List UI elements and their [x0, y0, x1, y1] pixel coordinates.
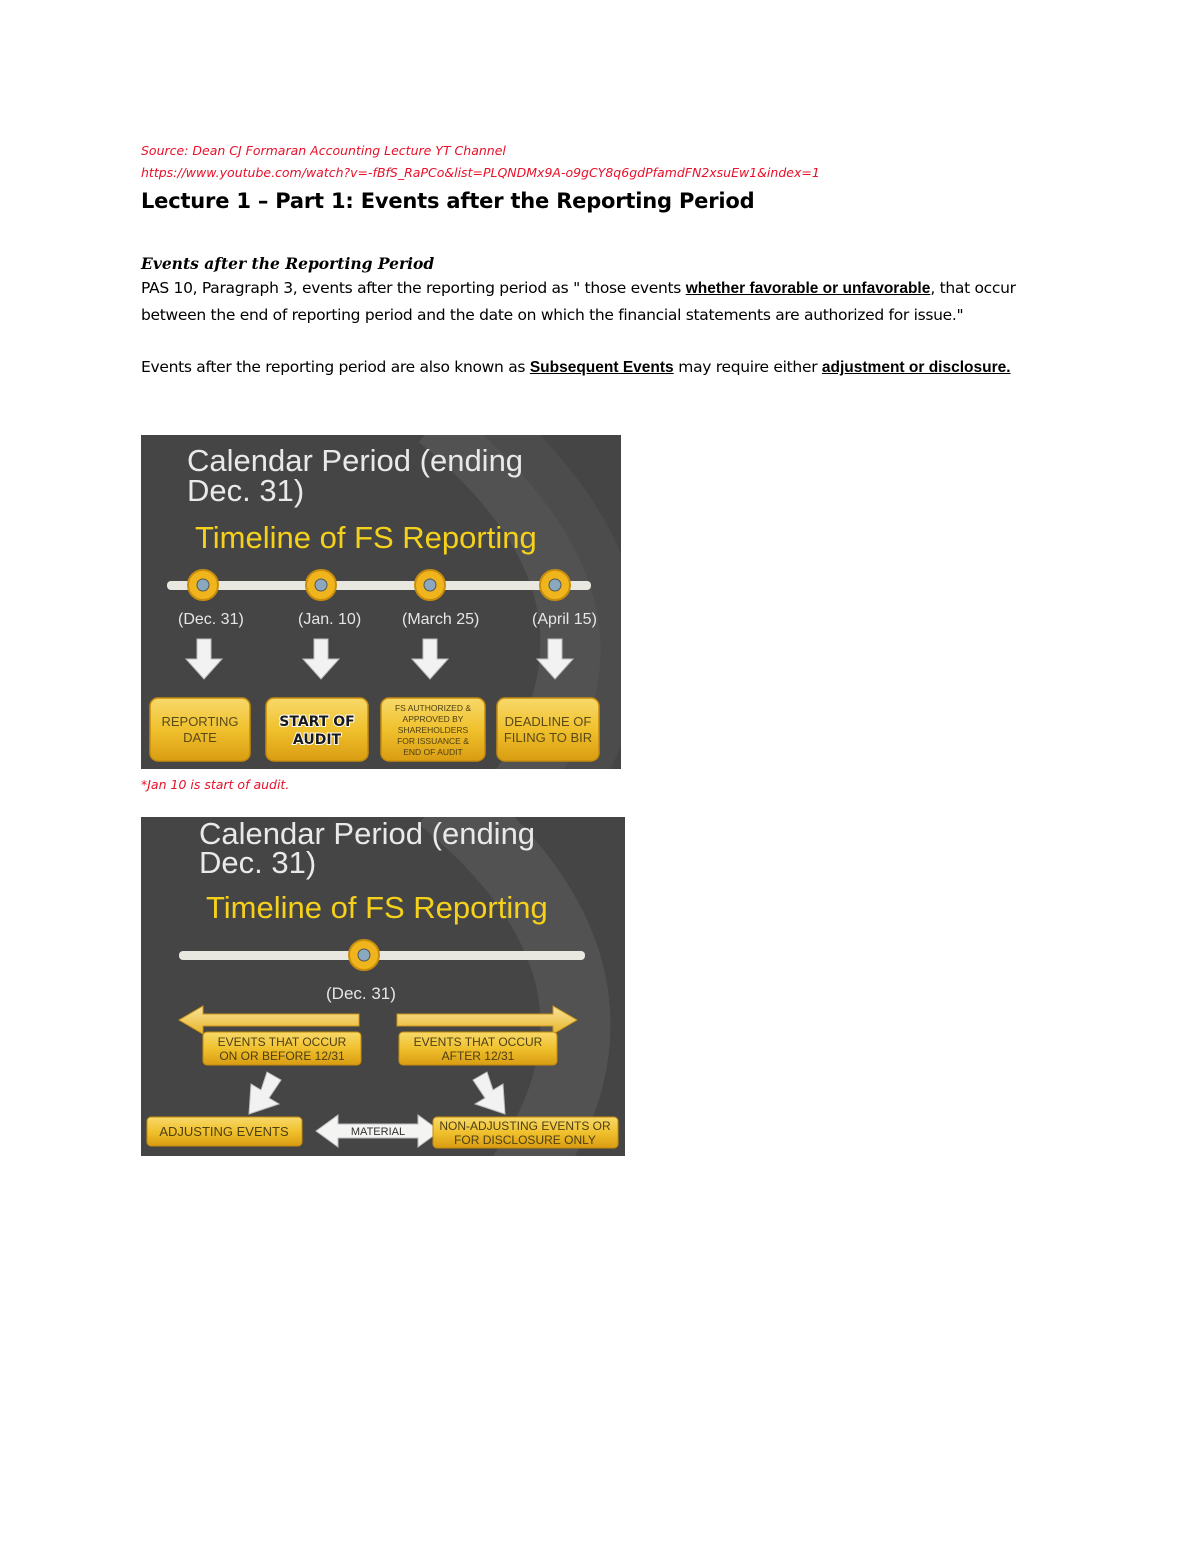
- paragraph-1-line-2: between the end of reporting period and the date on which the financial statements are authorized for issue.": [141, 306, 964, 324]
- slide2-heading-line2: Dec. 31): [199, 845, 317, 880]
- down-left-arrow-icon: [249, 1072, 281, 1114]
- para1-text-a: PAS 10, Paragraph 3, events after the reporting period as " those events: [141, 279, 686, 297]
- date-label-dec31: (Dec. 31): [326, 984, 396, 1003]
- paragraph-1-line-1: [141, 279, 1016, 298]
- date-label-apr15: (April 15): [532, 611, 597, 628]
- date-label-jan10: (Jan. 10): [298, 611, 362, 628]
- timeline-slide-2-graphic: [141, 817, 625, 1156]
- down-arrow-icon: [186, 639, 222, 679]
- box-deadline-bir-line2: FILING TO BIR: [503, 730, 593, 745]
- slide2-subtitle: Timeline of FS Reporting: [206, 890, 548, 925]
- timeline-slide-1: [141, 435, 621, 769]
- source-line: Source: Dean CJ Formaran Accounting Lecture YT Channel: [141, 143, 506, 158]
- date-label-dec31: (Dec. 31): [178, 611, 244, 628]
- timeline-slide-1-graphic: [141, 435, 621, 769]
- timeline-bar: [167, 581, 591, 590]
- box-deadline-bir-line1: DEADLINE OF: [504, 714, 592, 729]
- para2-text-b: may require either: [673, 358, 822, 376]
- date-label-mar25: (March 25): [402, 611, 480, 628]
- para2-text-a: Events after the reporting period are also known as: [141, 358, 530, 376]
- slide1-heading-line2: Dec. 31): [187, 473, 305, 508]
- box-events-after-line1: EVENTS THAT OCCUR: [413, 1035, 543, 1049]
- paragraph-2: [141, 358, 1011, 377]
- down-arrow-icon: [303, 639, 339, 679]
- box-reporting-date-line2: DATE: [183, 730, 217, 745]
- timeline-node-jan10: [306, 570, 336, 600]
- left-arrow-icon: [179, 1006, 359, 1034]
- box-non-adjusting-line1: NON-ADJUSTING EVENTS OR: [439, 1119, 611, 1133]
- section-subheading: Events after the Reporting Period: [141, 254, 435, 273]
- box-events-before-line1: EVENTS THAT OCCUR: [217, 1035, 347, 1049]
- box-events-before-line2: ON OR BEFORE 12/31: [219, 1049, 345, 1063]
- box-fs-authorized-line1: FS AUTHORIZED &: [394, 703, 472, 713]
- box-reporting-date-line1: REPORTING: [161, 714, 239, 729]
- box-fs-authorized-line2: APPROVED BY: [402, 714, 464, 724]
- source-url[interactable]: https://www.youtube.com/watch?v=-fBfS_RaPCo&list=PLQNDMx9A-o9gCY8q6gdPfamdFN2xsuEw1&index=1: [141, 165, 820, 180]
- footnote-jan10: *Jan 10 is start of audit.: [141, 777, 290, 792]
- para1-text-b: , that occur: [930, 279, 1016, 297]
- slide1-subtitle: Timeline of FS Reporting: [195, 520, 537, 555]
- box-fs-authorized-line5: END OF AUDIT: [403, 747, 463, 757]
- timeline-node-mar25: [415, 570, 445, 600]
- page-title: Lecture 1 – Part 1: Events after the Reporting Period: [141, 189, 755, 213]
- material-label: MATERIAL: [350, 1126, 406, 1138]
- down-arrow-icon: [412, 639, 448, 679]
- box-adjusting-events-label: ADJUSTING EVENTS: [159, 1124, 289, 1139]
- para1-emphasis: whether favorable or unfavorable: [685, 280, 931, 297]
- slide1-heading-line1: Calendar Period (ending: [187, 443, 524, 478]
- box-start-of-audit-line1: START OF: [279, 714, 355, 730]
- timeline-node-apr15: [540, 570, 570, 600]
- decorative-arc: [441, 817, 575, 1156]
- timeline-slide-2: [141, 817, 625, 1156]
- timeline-node-dec31: [188, 570, 218, 600]
- timeline-node-dec31: [349, 940, 379, 970]
- box-start-of-audit-line2: AUDIT: [292, 732, 342, 748]
- para2-emphasis-2: adjustment or disclosure.: [821, 359, 1011, 376]
- down-right-arrow-icon: [473, 1072, 505, 1114]
- box-fs-authorized-line3: SHAREHOLDERS: [397, 725, 469, 735]
- timeline-bar: [179, 951, 585, 960]
- para2-emphasis-1: Subsequent Events: [529, 359, 674, 376]
- box-events-after-line2: AFTER 12/31: [441, 1049, 515, 1063]
- box-fs-authorized-line4: FOR ISSUANCE &: [397, 736, 469, 746]
- box-non-adjusting-line2: FOR DISCLOSURE ONLY: [454, 1133, 596, 1147]
- slide2-heading-line1: Calendar Period (ending: [199, 817, 536, 851]
